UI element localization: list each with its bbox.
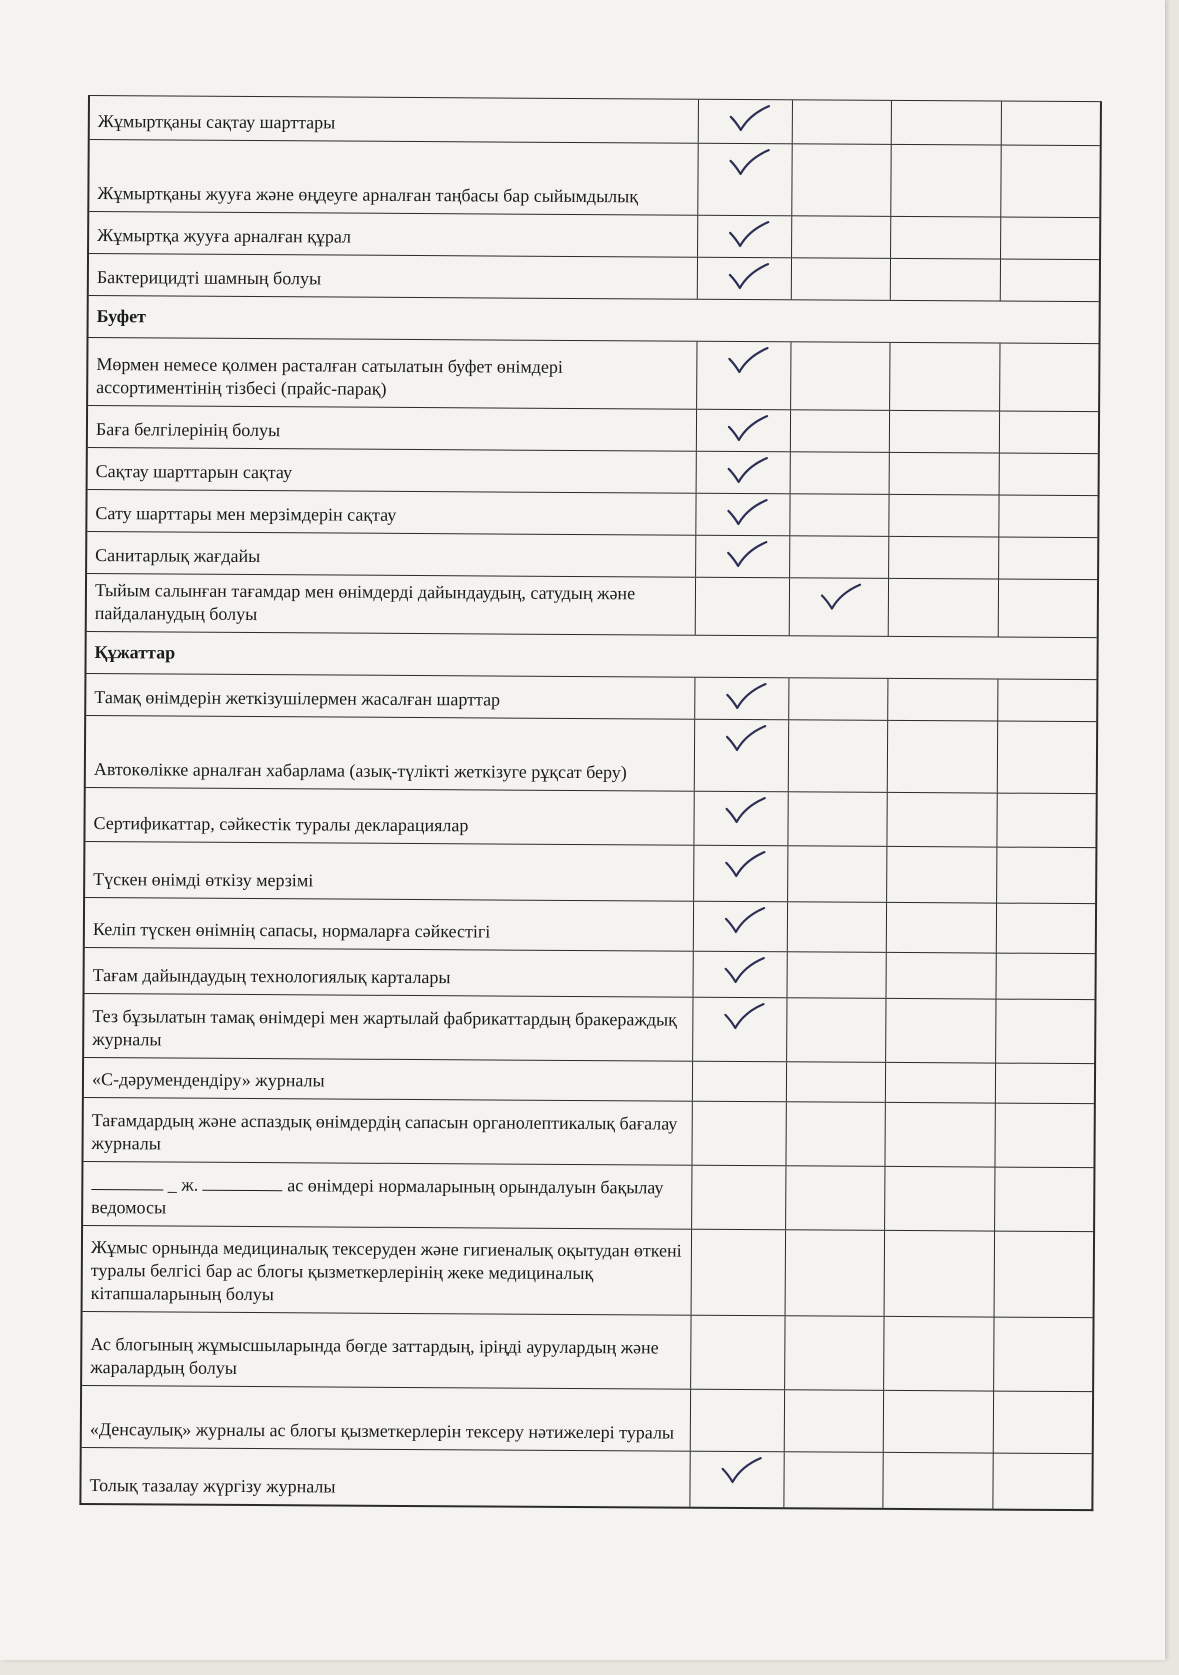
mark-cell-1 [693, 902, 787, 952]
mark-cell-1 [697, 258, 791, 300]
mark-cell-2 [785, 1166, 884, 1230]
row-label: Сату шарттары мен мерзімдерін сақтау [95, 503, 397, 525]
mark-cell-1 [690, 1316, 784, 1390]
row-label: Тағамдардың және аспаздық өнімдердің сапасын органолептикалық бағалау журналы [91, 1110, 678, 1154]
mark-cell-2 [783, 1452, 882, 1508]
table-row [86, 715, 1096, 793]
mark-cell-4 [998, 538, 1097, 580]
mark-cell-2 [789, 536, 888, 578]
mark-cell-4 [1000, 260, 1099, 302]
mark-cell-1 [696, 342, 790, 410]
mark-cell-4 [1000, 146, 1099, 218]
row-label: Тағам дайындаудың технологиялық карталары [92, 965, 451, 988]
mark-cell-3 [888, 537, 998, 579]
row-label: Мөрмен немесе қолмен расталған сатылатын буфет өнімдері ассортиментінің тізбесі (прайс-парақ) [96, 354, 564, 399]
checkmark-icon [721, 1456, 763, 1484]
row-label: Тамақ өнімдерін жеткізушілермен жасалған шарттар [94, 687, 501, 710]
table-row [89, 139, 1099, 217]
mark-cell-3 [885, 953, 995, 999]
mark-cell-3 [890, 217, 1000, 259]
mark-cell-3 [886, 903, 996, 953]
mark-cell-2 [784, 1390, 883, 1452]
mark-cell-1 [698, 100, 792, 144]
mark-cell-1 [691, 1230, 786, 1316]
mark-cell-2 [788, 678, 887, 720]
mark-cell-4 [995, 1064, 1094, 1104]
row-label: Жұмыртқаны жууға және өңдеуге арналған таңбасы бар сыйымдылық [97, 183, 639, 207]
table-row [87, 489, 1097, 537]
mark-cell-3 [889, 343, 999, 411]
table-row [85, 947, 1095, 999]
mark-cell-1 [694, 720, 788, 792]
table-row [87, 531, 1097, 579]
mark-cell-4 [1001, 102, 1100, 146]
row-label: _ ж. ас өнімдері нормаларының орындалуын бақылау ведомосы [91, 1174, 664, 1218]
row-label: Келіп түскен өнімнің сапасы, нормаларға сәйкестігі [92, 919, 491, 942]
mark-cell-2 [785, 1102, 884, 1166]
mark-cell-3 [885, 999, 995, 1063]
mark-cell-4 [996, 848, 1095, 904]
table-row [83, 1225, 1094, 1317]
mark-cell-3 [888, 579, 998, 637]
table-row [88, 447, 1098, 495]
table-row [83, 1161, 1093, 1231]
table-row [85, 897, 1095, 953]
row-label: Ас блогының жұмысшыларында бөгде заттардың, іріңді аурулардың және жаралардың болуы [90, 1334, 659, 1378]
mark-cell-1 [690, 1390, 784, 1452]
mark-cell-4 [994, 1104, 1093, 1168]
table-row [87, 573, 1097, 637]
table-row [89, 211, 1099, 259]
mark-cell-3 [884, 1167, 994, 1231]
mark-cell-4 [993, 1392, 1092, 1454]
row-label: Санитарлық жағдайы [95, 545, 261, 567]
mark-cell-2 [785, 1230, 885, 1316]
checkmark-icon [724, 850, 766, 878]
mark-cell-4 [998, 496, 1097, 538]
row-label-part: ж. [176, 1174, 203, 1195]
mark-cell-4 [999, 454, 1098, 496]
mark-cell-3 [891, 101, 1001, 145]
mark-cell-2 [787, 846, 886, 902]
row-label: Тез бұзылатын тамақ өнімдері мен жартылай фабрикаттардың бракераждық журналы [92, 1006, 677, 1050]
mark-cell-3 [890, 145, 1000, 217]
mark-cell-2 [789, 494, 888, 536]
row-label: Автокөлікке арналған хабарлама (азық-түлікті жеткізуге рұқсат беру) [93, 759, 627, 783]
row-label: Толық тазалау жүргізу журналы [89, 1475, 336, 1497]
mark-cell-3 [883, 1391, 993, 1453]
mark-cell-3 [886, 793, 996, 847]
table-row [85, 841, 1095, 903]
mark-cell-2 [788, 720, 887, 792]
mark-cell-2 [787, 902, 886, 952]
checkmark-icon [727, 414, 769, 442]
checkmark-icon [727, 346, 769, 374]
checkmark-icon [725, 724, 767, 752]
mark-cell-3 [885, 1063, 995, 1103]
checkmark-icon [727, 456, 769, 484]
row-label: Жұмыс орнында медициналық тексеруден және гигиеналық оқытудан өткені туралы белгісі бар ас блогы қызметкерлерінің жеке медициналық кітапшаларының болуы [90, 1237, 682, 1305]
mark-cell-4 [994, 1168, 1093, 1232]
mark-cell-1 [693, 952, 787, 998]
mark-cell-4 [1000, 218, 1099, 260]
mark-cell-2 [787, 792, 886, 846]
checklist-table [79, 95, 1102, 1511]
mark-cell-2 [790, 452, 889, 494]
table-row [82, 1311, 1092, 1391]
row-label: Тыйым салынған тағамдар мен өнімдерді дайындаудың, сатудың және пайдаланудың болуы [94, 580, 636, 625]
mark-cell-1 [694, 678, 788, 720]
mark-cell-2 [791, 216, 890, 258]
row-label: Баға белгілерінің болуы [95, 419, 281, 441]
mark-cell-1 [692, 1062, 786, 1102]
mark-cell-2 [789, 578, 888, 636]
mark-cell-1 [691, 1166, 785, 1230]
table-row [84, 993, 1094, 1063]
mark-cell-1 [695, 578, 789, 636]
mark-cell-4 [997, 722, 1096, 794]
mark-cell-4 [998, 580, 1097, 638]
table-row [84, 1057, 1094, 1103]
checkmark-icon [728, 220, 770, 248]
table-row [82, 1385, 1092, 1453]
mark-cell-3 [882, 1453, 992, 1509]
mark-cell-4 [994, 1232, 1094, 1318]
checkmark-icon [726, 498, 768, 526]
mark-cell-4 [995, 954, 1094, 1000]
section-title: Құжаттар [94, 642, 176, 663]
checkmark-icon [729, 148, 771, 176]
mark-cell-2 [790, 342, 889, 410]
checkmark-icon [820, 582, 862, 610]
blank-line [203, 1190, 283, 1191]
mark-cell-4 [997, 680, 1096, 722]
mark-cell-2 [786, 1062, 885, 1102]
table-row [88, 337, 1098, 411]
mark-cell-2 [790, 410, 889, 452]
mark-cell-2 [784, 1316, 883, 1390]
section-row [89, 295, 1099, 343]
mark-cell-3 [887, 721, 997, 793]
row-label: «Денсаулық» журналы ас блогы қызметкерлерін тексеру нәтижелері туралы [89, 1419, 675, 1443]
mark-cell-4 [993, 1318, 1092, 1392]
mark-cell-3 [890, 259, 1000, 301]
mark-cell-3 [889, 453, 999, 495]
mark-cell-3 [884, 1103, 994, 1167]
row-label: «С-дәрумендендіру» журналы [91, 1069, 325, 1091]
section-row [86, 631, 1096, 679]
mark-cell-2 [791, 258, 890, 300]
row-label: Сертификаттар, сәйкестік туралы декларациялар [93, 813, 469, 836]
mark-cell-4 [996, 904, 1095, 954]
checkmark-icon [725, 682, 767, 710]
table-row [89, 253, 1099, 301]
mark-cell-2 [786, 998, 885, 1062]
mark-cell-1 [695, 536, 789, 578]
mark-cell-1 [689, 1452, 783, 1508]
table-row [83, 1097, 1093, 1167]
mark-cell-4 [995, 1000, 1094, 1064]
mark-cell-1 [696, 410, 790, 452]
mark-cell-1 [691, 1102, 785, 1166]
mark-cell-1 [692, 998, 786, 1062]
mark-cell-3 [887, 679, 997, 721]
mark-cell-2 [791, 144, 890, 216]
mark-cell-4 [999, 344, 1098, 412]
mark-cell-4 [999, 412, 1098, 454]
mark-cell-1 [697, 144, 791, 216]
row-label: Сақтау шарттарын сақтау [95, 461, 293, 483]
mark-cell-3 [886, 847, 996, 903]
mark-cell-1 [693, 846, 787, 902]
row-label: Бактерицидті шамның болуы [96, 267, 322, 289]
row-label: Түскен өнімді өткізу мерзімі [93, 869, 314, 891]
mark-cell-3 [889, 411, 999, 453]
row-label: Жұмыртқаны сақтау шарттары [97, 111, 336, 133]
mark-cell-4 [996, 794, 1095, 848]
mark-cell-1 [697, 216, 791, 258]
table-row [81, 1447, 1091, 1509]
checkmark-icon [725, 796, 767, 824]
mark-cell-3 [888, 495, 998, 537]
section-title: Буфет [96, 306, 147, 327]
mark-cell-2 [787, 952, 886, 998]
checkmark-icon [728, 262, 770, 290]
blank-line [91, 1189, 163, 1190]
checkmark-icon [724, 906, 766, 934]
row-label-part: ас өнімдері нормаларының орындалуын бақылау ведомосы [91, 1175, 664, 1218]
mark-cell-1 [695, 494, 789, 536]
table-row [86, 673, 1096, 721]
checkmark-icon [724, 956, 766, 984]
mark-cell-4 [992, 1454, 1091, 1510]
checkmark-icon [726, 540, 768, 568]
mark-cell-3 [884, 1231, 995, 1317]
checkmark-icon [729, 104, 771, 132]
mark-cell-3 [883, 1317, 993, 1391]
checkmark-icon [723, 1002, 765, 1030]
row-label: Жұмыртқа жууға арналған құрал [97, 225, 352, 247]
table-row [90, 95, 1100, 145]
mark-cell-1 [693, 792, 787, 846]
table-row [85, 787, 1095, 847]
table-row [88, 405, 1098, 453]
mark-cell-2 [792, 100, 891, 144]
mark-cell-1 [696, 452, 790, 494]
